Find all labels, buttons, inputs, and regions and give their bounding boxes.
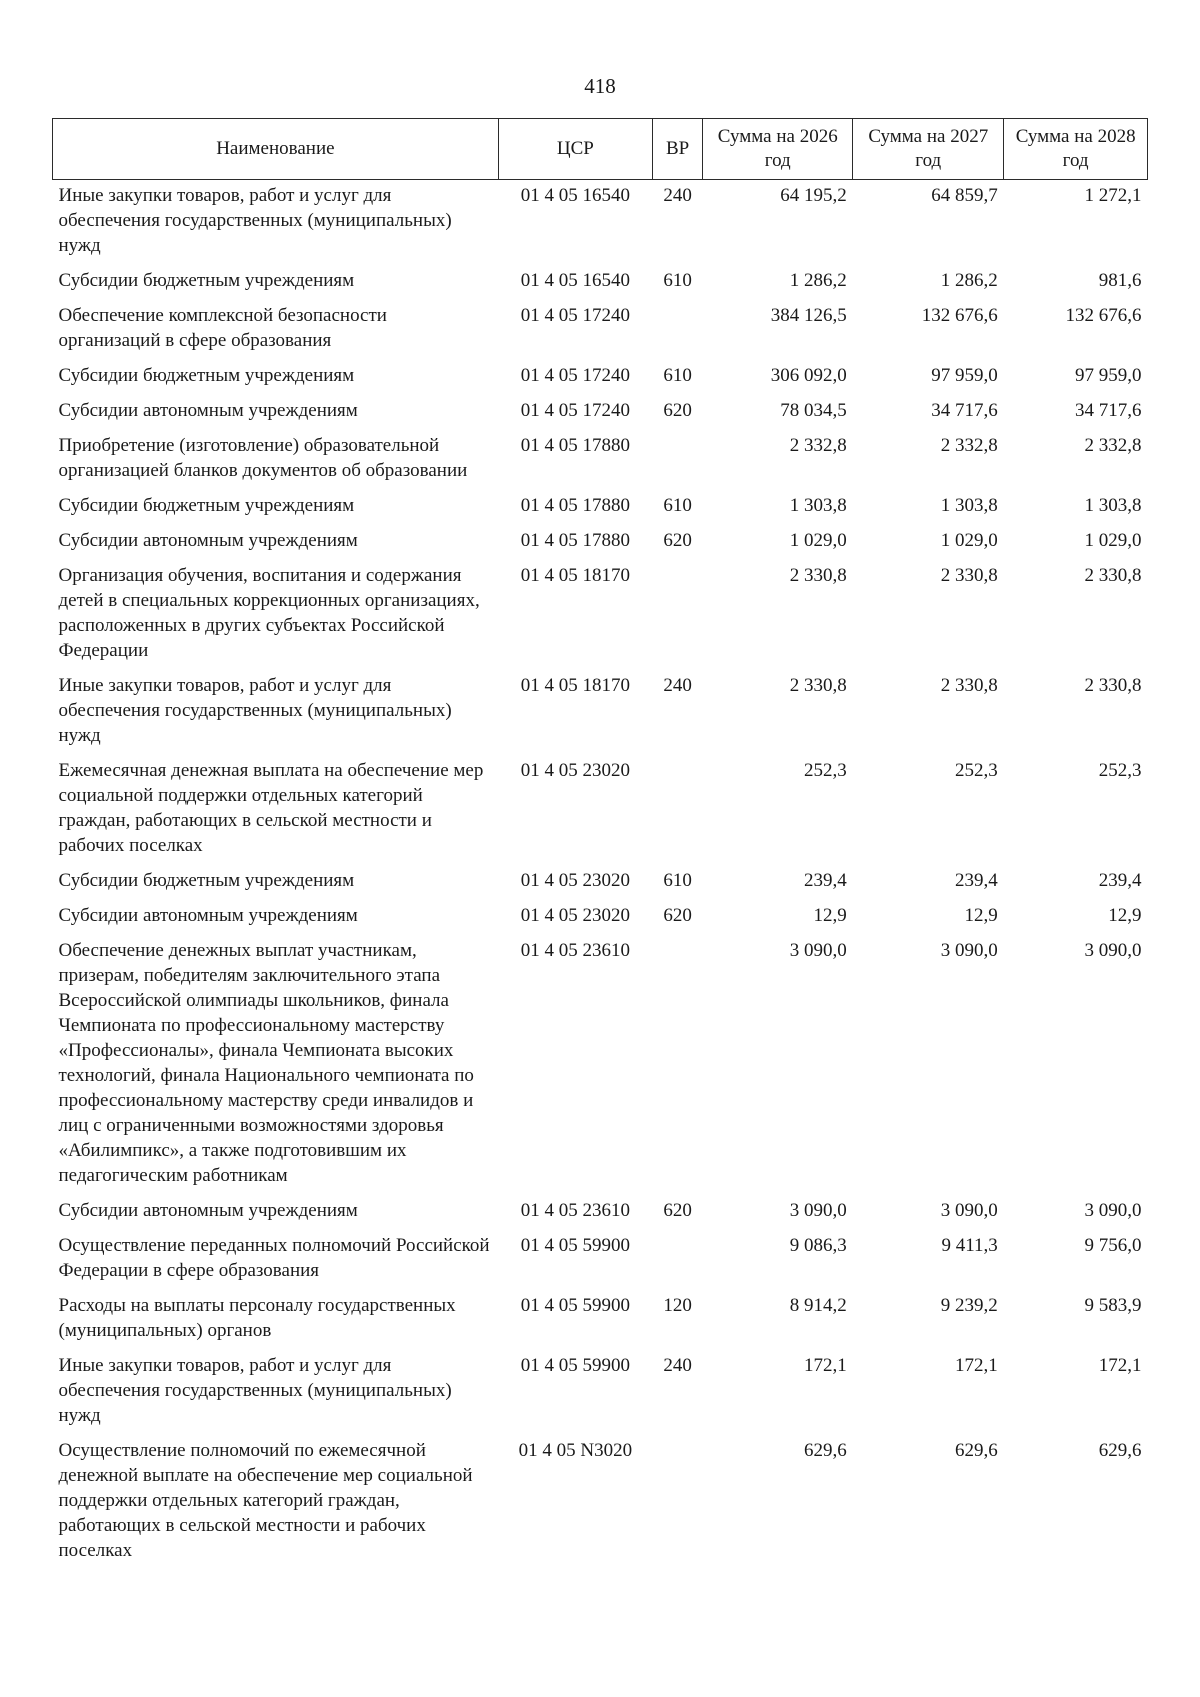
table-row	[53, 1195, 1148, 1230]
cell-sum-2028: 9 583,9	[1084, 1295, 1142, 1316]
cell-vr: 620	[663, 905, 692, 926]
cell-sum-2026: 1 303,8	[789, 495, 847, 516]
cell-name: Организация обучения, воспитания и содержания детей в специальных коррекционных организациях, расположенных в других субъектах Российской Федерации	[58, 565, 480, 661]
table-body	[53, 180, 1148, 1571]
cell-vr: 610	[663, 270, 692, 291]
budget-table	[52, 118, 1148, 1570]
cell-sum-2026: 239,4	[804, 870, 847, 891]
header-sum-2027: Сумма на 2027 год	[853, 119, 1004, 180]
cell-csr: 01 4 05 23020	[520, 905, 630, 926]
cell-sum-2027: 252,3	[955, 760, 998, 781]
cell-name: Субсидии бюджетным учреждениям	[58, 495, 355, 516]
table-row	[53, 560, 1148, 670]
cell-sum-2026: 9 086,3	[789, 1235, 847, 1256]
cell-sum-2026: 306 092,0	[770, 365, 847, 386]
cell-vr: 240	[663, 1355, 692, 1376]
cell-sum-2026: 252,3	[804, 760, 847, 781]
cell-csr: 01 4 05 16540	[520, 270, 630, 291]
cell-name: Субсидии бюджетным учреждениям	[58, 365, 355, 386]
cell-sum-2027: 64 859,7	[931, 185, 998, 206]
table-header-row	[53, 119, 1148, 180]
cell-sum-2026: 1 029,0	[789, 530, 847, 551]
cell-sum-2026: 2 330,8	[789, 565, 847, 586]
cell-sum-2028: 3 090,0	[1084, 940, 1142, 961]
cell-name: Осуществление полномочий по ежемесячной денежной выплате на обеспечение мер социальной поддержки отдельных категорий граждан, работающих в сельской местности и рабочих поселках	[58, 1440, 473, 1561]
cell-csr: 01 4 05 18170	[520, 565, 630, 586]
cell-name: Обеспечение комплексной безопасности организаций в сфере образования	[58, 305, 387, 351]
cell-sum-2028: 629,6	[1098, 1440, 1142, 1461]
table-row	[53, 755, 1148, 865]
cell-sum-2027: 1 303,8	[940, 495, 998, 516]
cell-csr: 01 4 05 23020	[520, 870, 630, 891]
cell-vr: 620	[663, 400, 692, 421]
table-row	[53, 180, 1148, 266]
cell-sum-2026: 2 332,8	[789, 435, 847, 456]
cell-sum-2026: 3 090,0	[789, 1200, 847, 1221]
cell-vr	[652, 300, 702, 360]
cell-csr: 01 4 05 17880	[520, 435, 630, 456]
header-sum-2028: Сумма на 2028 год	[1004, 119, 1148, 180]
cell-name: Субсидии автономным учреждениям	[58, 905, 358, 926]
cell-name: Субсидии бюджетным учреждениям	[58, 870, 355, 891]
table-row	[53, 865, 1148, 900]
table-row	[53, 935, 1148, 1195]
cell-vr: 120	[663, 1295, 692, 1316]
cell-sum-2027: 2 330,8	[940, 565, 998, 586]
cell-name: Иные закупки товаров, работ и услуг для обеспечения государственных (муниципальных) нужд	[58, 185, 452, 256]
cell-vr	[652, 1230, 702, 1290]
cell-sum-2026: 8 914,2	[789, 1295, 847, 1316]
cell-name: Субсидии автономным учреждениям	[58, 530, 358, 551]
table-row	[53, 360, 1148, 395]
cell-sum-2026: 78 034,5	[780, 400, 847, 421]
cell-vr: 610	[663, 870, 692, 891]
cell-vr: 610	[663, 495, 692, 516]
cell-name: Иные закупки товаров, работ и услуг для обеспечения государственных (муниципальных) нужд	[58, 1355, 452, 1426]
cell-sum-2027: 172,1	[955, 1355, 998, 1376]
table-row	[53, 1230, 1148, 1290]
table-row	[53, 1350, 1148, 1435]
cell-sum-2028: 3 090,0	[1084, 1200, 1142, 1221]
cell-sum-2026: 629,6	[804, 1440, 847, 1461]
cell-sum-2027: 9 411,3	[941, 1235, 998, 1256]
cell-sum-2028: 1 303,8	[1084, 495, 1142, 516]
table-row	[53, 265, 1148, 300]
cell-csr: 01 4 05 17240	[520, 305, 630, 326]
cell-sum-2026: 172,1	[804, 1355, 847, 1376]
cell-vr	[652, 1435, 702, 1570]
table-row	[53, 1435, 1148, 1570]
cell-csr: 01 4 05 23610	[520, 940, 630, 961]
cell-csr: 01 4 05 23020	[520, 760, 630, 781]
cell-sum-2026: 3 090,0	[789, 940, 847, 961]
cell-name: Обеспечение денежных выплат участникам, призерам, победителям заключительного этапа Всероссийской олимпиады школьников, финала Чемпионата по профессиональному мастерству «Профессионалы», финала Чемпионата высоких технологий, финала Национального чемпионата по профессиональному мастерству среди инвалидов и лиц с ограниченными возможностями здоровья «Абилимпикс», а также подготовившим их педагогическим работникам	[58, 940, 474, 1186]
table-row	[53, 900, 1148, 935]
cell-sum-2028: 97 959,0	[1075, 365, 1142, 386]
cell-csr: 01 4 05 59900	[520, 1295, 630, 1316]
cell-vr	[652, 430, 702, 490]
cell-sum-2027: 34 717,6	[931, 400, 998, 421]
cell-sum-2026: 1 286,2	[789, 270, 847, 291]
table-row	[53, 525, 1148, 560]
cell-sum-2028: 12,9	[1108, 905, 1142, 926]
cell-csr: 01 4 05 59900	[520, 1235, 630, 1256]
cell-name: Субсидии автономным учреждениям	[58, 400, 358, 421]
header-vr: ВР	[652, 119, 702, 180]
cell-csr: 01 4 05 N3020	[518, 1440, 633, 1461]
cell-sum-2028: 172,1	[1098, 1355, 1142, 1376]
header-csr: ЦСР	[498, 119, 652, 180]
cell-csr: 01 4 05 17240	[520, 365, 630, 386]
cell-sum-2028: 1 029,0	[1084, 530, 1142, 551]
cell-csr: 01 4 05 59900	[520, 1355, 630, 1376]
cell-vr	[652, 755, 702, 865]
cell-sum-2028: 239,4	[1098, 870, 1142, 891]
cell-vr: 620	[663, 530, 692, 551]
table-row	[53, 300, 1148, 360]
cell-sum-2028: 2 330,8	[1084, 675, 1142, 696]
cell-csr: 01 4 05 23610	[520, 1200, 630, 1221]
cell-vr: 610	[663, 365, 692, 386]
header-name: Наименование	[53, 119, 499, 180]
cell-sum-2027: 629,6	[955, 1440, 998, 1461]
page-number: 418	[584, 74, 616, 98]
cell-sum-2028: 1 272,1	[1084, 185, 1142, 206]
cell-sum-2027: 239,4	[955, 870, 998, 891]
table-row	[53, 430, 1148, 490]
cell-sum-2027: 2 330,8	[940, 675, 998, 696]
cell-sum-2028: 252,3	[1098, 760, 1142, 781]
cell-name: Осуществление переданных полномочий Российской Федерации в сфере образования	[58, 1235, 490, 1281]
cell-name: Расходы на выплаты персоналу государственных (муниципальных) органов	[58, 1295, 456, 1341]
table-row	[53, 490, 1148, 525]
header-sum-2026: Сумма на 2026 год	[703, 119, 853, 180]
cell-vr: 240	[663, 675, 692, 696]
cell-csr: 01 4 05 17880	[520, 495, 630, 516]
cell-sum-2026: 12,9	[813, 905, 847, 926]
cell-sum-2027: 9 239,2	[940, 1295, 998, 1316]
cell-sum-2026: 384 126,5	[770, 305, 847, 326]
table-row	[53, 395, 1148, 430]
cell-csr: 01 4 05 18170	[520, 675, 630, 696]
cell-sum-2028: 132 676,6	[1065, 305, 1142, 326]
cell-sum-2028: 9 756,0	[1084, 1235, 1142, 1256]
table-row	[53, 670, 1148, 755]
cell-csr: 01 4 05 16540	[520, 185, 630, 206]
cell-name: Иные закупки товаров, работ и услуг для обеспечения государственных (муниципальных) нужд	[58, 675, 452, 746]
cell-sum-2027: 1 029,0	[940, 530, 998, 551]
cell-vr: 620	[663, 1200, 692, 1221]
table-row	[53, 1290, 1148, 1350]
cell-sum-2027: 132 676,6	[921, 305, 998, 326]
cell-csr: 01 4 05 17240	[520, 400, 630, 421]
cell-name: Субсидии бюджетным учреждениям	[58, 270, 355, 291]
cell-vr: 240	[663, 185, 692, 206]
cell-sum-2027: 97 959,0	[931, 365, 998, 386]
cell-sum-2027: 3 090,0	[940, 940, 998, 961]
cell-sum-2027: 1 286,2	[940, 270, 998, 291]
cell-vr	[652, 935, 702, 1195]
cell-sum-2028: 2 330,8	[1084, 565, 1142, 586]
cell-sum-2026: 64 195,2	[780, 185, 847, 206]
cell-sum-2027: 12,9	[964, 905, 998, 926]
cell-csr: 01 4 05 17880	[520, 530, 630, 551]
cell-sum-2028: 2 332,8	[1084, 435, 1142, 456]
cell-sum-2027: 3 090,0	[940, 1200, 998, 1221]
cell-sum-2026: 2 330,8	[789, 675, 847, 696]
cell-sum-2028: 34 717,6	[1075, 400, 1142, 421]
cell-vr	[652, 560, 702, 670]
cell-sum-2027: 2 332,8	[940, 435, 998, 456]
cell-name: Субсидии автономным учреждениям	[58, 1200, 358, 1221]
cell-sum-2028: 981,6	[1098, 270, 1142, 291]
cell-name: Ежемесячная денежная выплата на обеспечение мер социальной поддержки отдельных категорий граждан, работающих в сельской местности и рабочих поселках	[58, 760, 484, 856]
cell-name: Приобретение (изготовление) образовательной организацией бланков документов об образовании	[58, 435, 468, 481]
